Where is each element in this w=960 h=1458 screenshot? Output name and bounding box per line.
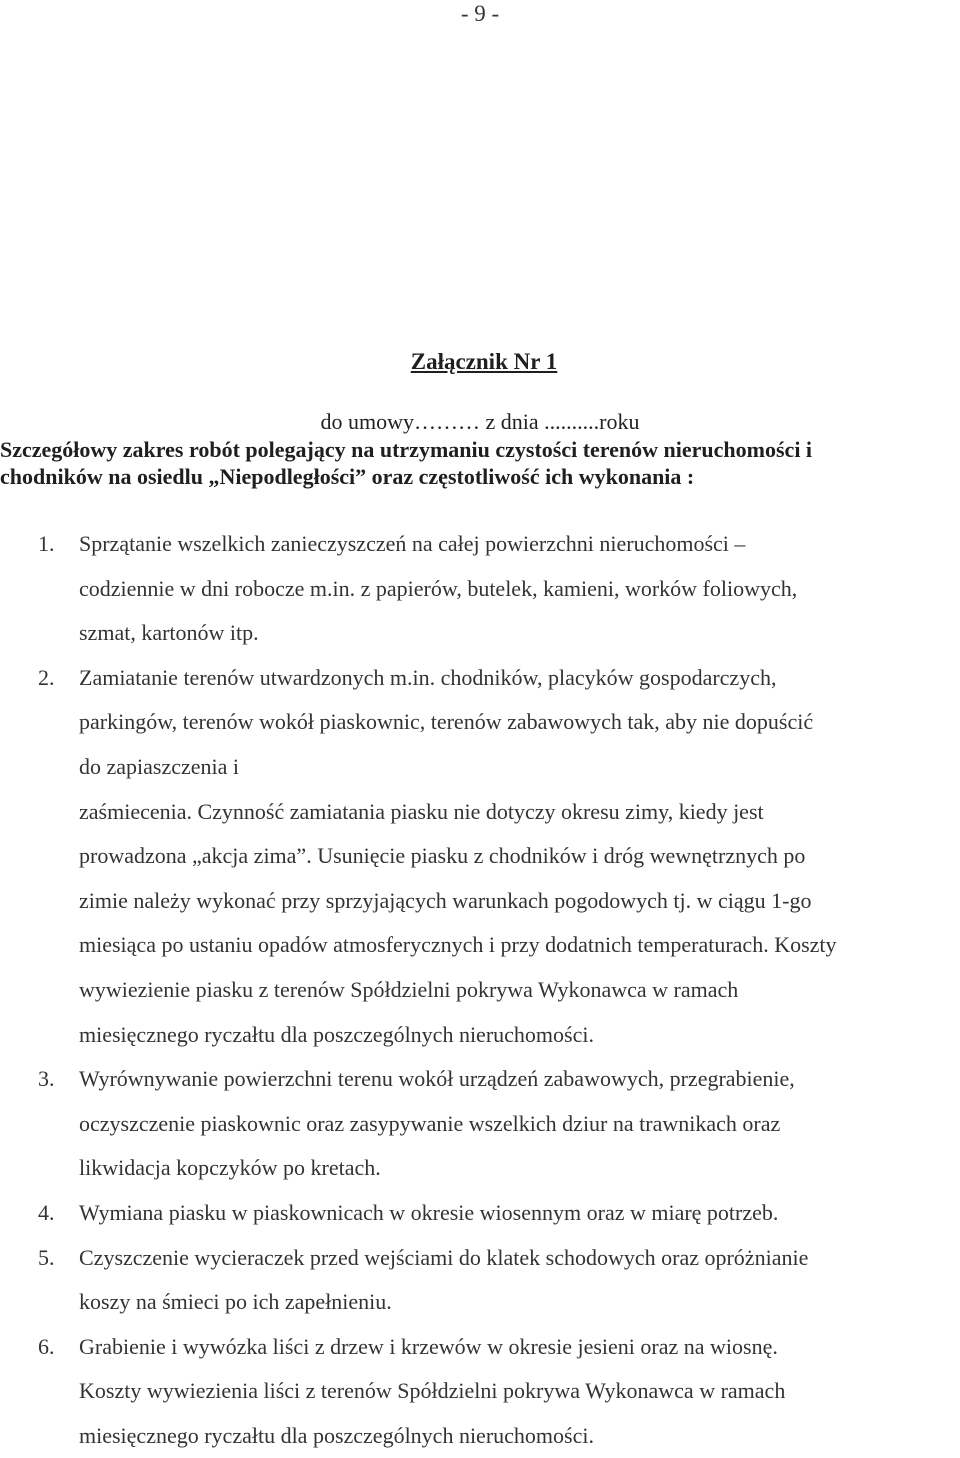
item-text: Wyrównywanie powierzchni terenu wokół urządzeń zabawowych, przegrabienie, oczyszczenie piaskownic oraz zasypywanie wszelkich dziur na trawnikach oraz likwidacja kopczyków po kretach. (79, 1066, 795, 1181)
list-item (0, 1325, 960, 1458)
list-item (0, 1057, 960, 1191)
item-text: Czyszczenie wycieraczek przed wejściami do klatek schodowych oraz opróżnianie koszy na śmieci po ich zapełnieniu. (79, 1244, 809, 1315)
list-item (0, 1236, 960, 1325)
contract-reference: do umowy……… z dnia ..........roku (320, 409, 640, 434)
item-number: 6. (38, 1333, 55, 1359)
item-text: Sprzątanie wszelkich zanieczyszczeń na całej powierzchni nieruchomości – codziennie w dni robocze m.in. z papierów, butelek, kamieni, worków foliowych, szmat, kartonów itp. (79, 531, 798, 646)
item-number: 4. (38, 1199, 55, 1225)
item-number: 3. (38, 1066, 55, 1092)
task-list (0, 522, 960, 1458)
scope-title (0, 436, 960, 490)
list-item (0, 656, 960, 1057)
list-item (0, 1191, 960, 1236)
item-number: 1. (38, 531, 55, 556)
annex-heading: Załącznik Nr 1 (410, 349, 558, 374)
item-number: 2. (38, 664, 55, 690)
scope-title-text: Szczegółowy zakres robót polegający na utrzymaniu czystości terenów nieruchomości i chodników na osiedlu „Niepodległości” oraz częstotliwość ich wykonania : (0, 437, 813, 489)
item-number: 5. (38, 1244, 55, 1270)
item-text: Grabienie i wywózka liści z drzew i krzewów w okresie jesieni oraz na wiosnę. Koszty wywiezienia liści z terenów Spółdzielni pokrywa Wykonawca w ramach miesięcznego ryczałtu dla poszczególnych nieruchomości. (79, 1333, 786, 1448)
item-text: Zamiatanie terenów utwardzonych m.in. chodników, placyków gospodarczych, parkingów, terenów wokół piaskownic, terenów zabawowych tak, aby nie dopuścić do zapiaszczenia i zaśmiecenia. Czynność zamiatania piasku nie dotyczy okresu zimy, kiedy jest prowadzona „akcja zima”. Usunięcie piasku z chodników i dróg wewnętrznych po zimie należy wykonać przy sprzyjających warunkach pogodowych tj. w ciągu 1-go miesiąca po ustaniu opadów atmosferycznych i przy dodatnich temperaturach. Koszty wywiezienie piasku z terenów Spółdzielni pokrywa Wykonawca w ramach miesięcznego ryczałtu dla poszczególnych nieruchomości. (79, 664, 837, 1047)
item-text: Wymiana piasku w piaskownicach w okresie wiosennym oraz w miarę potrzeb. (79, 1199, 779, 1225)
page-number: - 9 - (460, 1, 500, 26)
list-item (0, 522, 960, 656)
